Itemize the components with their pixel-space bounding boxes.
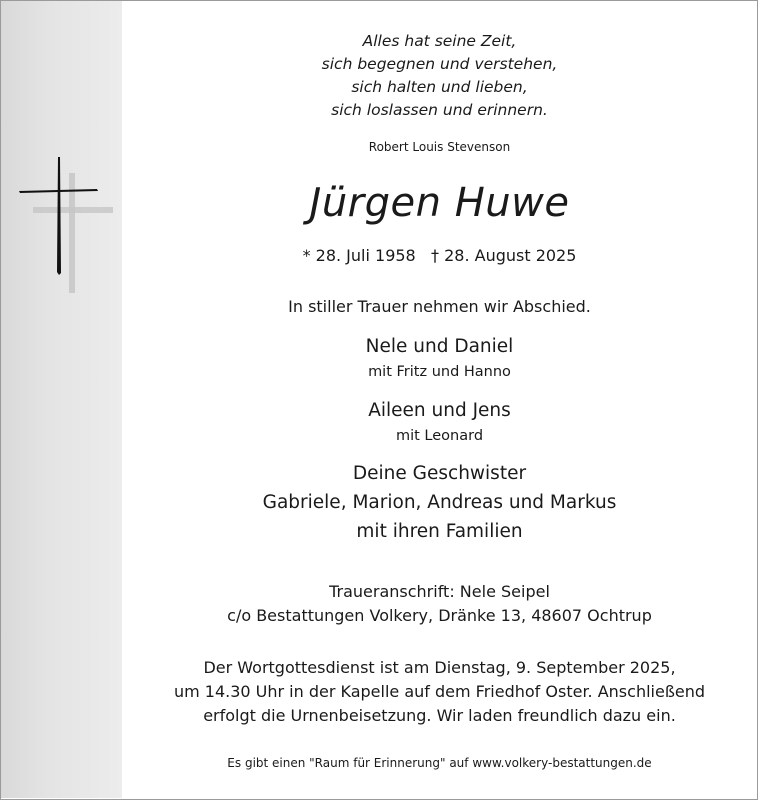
address-line-1: Traueranschrift: Nele Seipel: [329, 582, 550, 601]
siblings-line-2: Gabriele, Marion, Andreas und Markus: [262, 492, 617, 513]
mourner-1-name: Nele und Daniel: [365, 336, 514, 357]
poem-line-4: sich loslassen und erinnern.: [331, 101, 548, 119]
address-line-2: c/o Bestattungen Volkery, Dränke 13, 48607 Ochtrup: [227, 606, 652, 625]
left-decor-strip: [1, 1, 122, 798]
poem-line-1: Alles hat seine Zeit,: [362, 32, 517, 50]
obituary-content: [123, 0, 756, 798]
poem-line-3: sich halten und lieben,: [351, 78, 528, 96]
mourner-2-name: Aileen und Jens: [368, 400, 511, 421]
footer-note: Es gibt einen "Raum für Erinnerung" auf www.volkery-bestattungen.de: [227, 756, 652, 770]
deceased-name: Jürgen Huwe: [309, 180, 570, 226]
mourner-2-sub: mit Leonard: [395, 428, 484, 444]
siblings-line-3: mit ihren Familien: [356, 521, 523, 542]
death-date: † 28. August 2025: [431, 246, 577, 265]
service-line-3: erfolgt die Urnenbeisetzung. Wir laden freundlich dazu ein.: [203, 706, 676, 725]
mourner-1-sub: mit Fritz und Hanno: [368, 364, 511, 380]
birth-date: * 28. Juli 1958: [302, 246, 416, 265]
siblings-line-1: Deine Geschwister: [352, 463, 527, 484]
service-line-2: um 14.30 Uhr in der Kapelle auf dem Friedhof Oster. Anschließend: [173, 682, 706, 701]
farewell-intro: In stiller Trauer nehmen wir Abschied.: [288, 297, 591, 316]
life-dates: [123, 246, 756, 265]
service-line-1: Der Wortgottesdienst ist am Dienstag, 9. September 2025,: [203, 658, 676, 677]
poem-line-2: sich begegnen und verstehen,: [321, 55, 558, 73]
cross-icon: [15, 151, 115, 301]
poem-author: Robert Louis Stevenson: [368, 140, 511, 154]
